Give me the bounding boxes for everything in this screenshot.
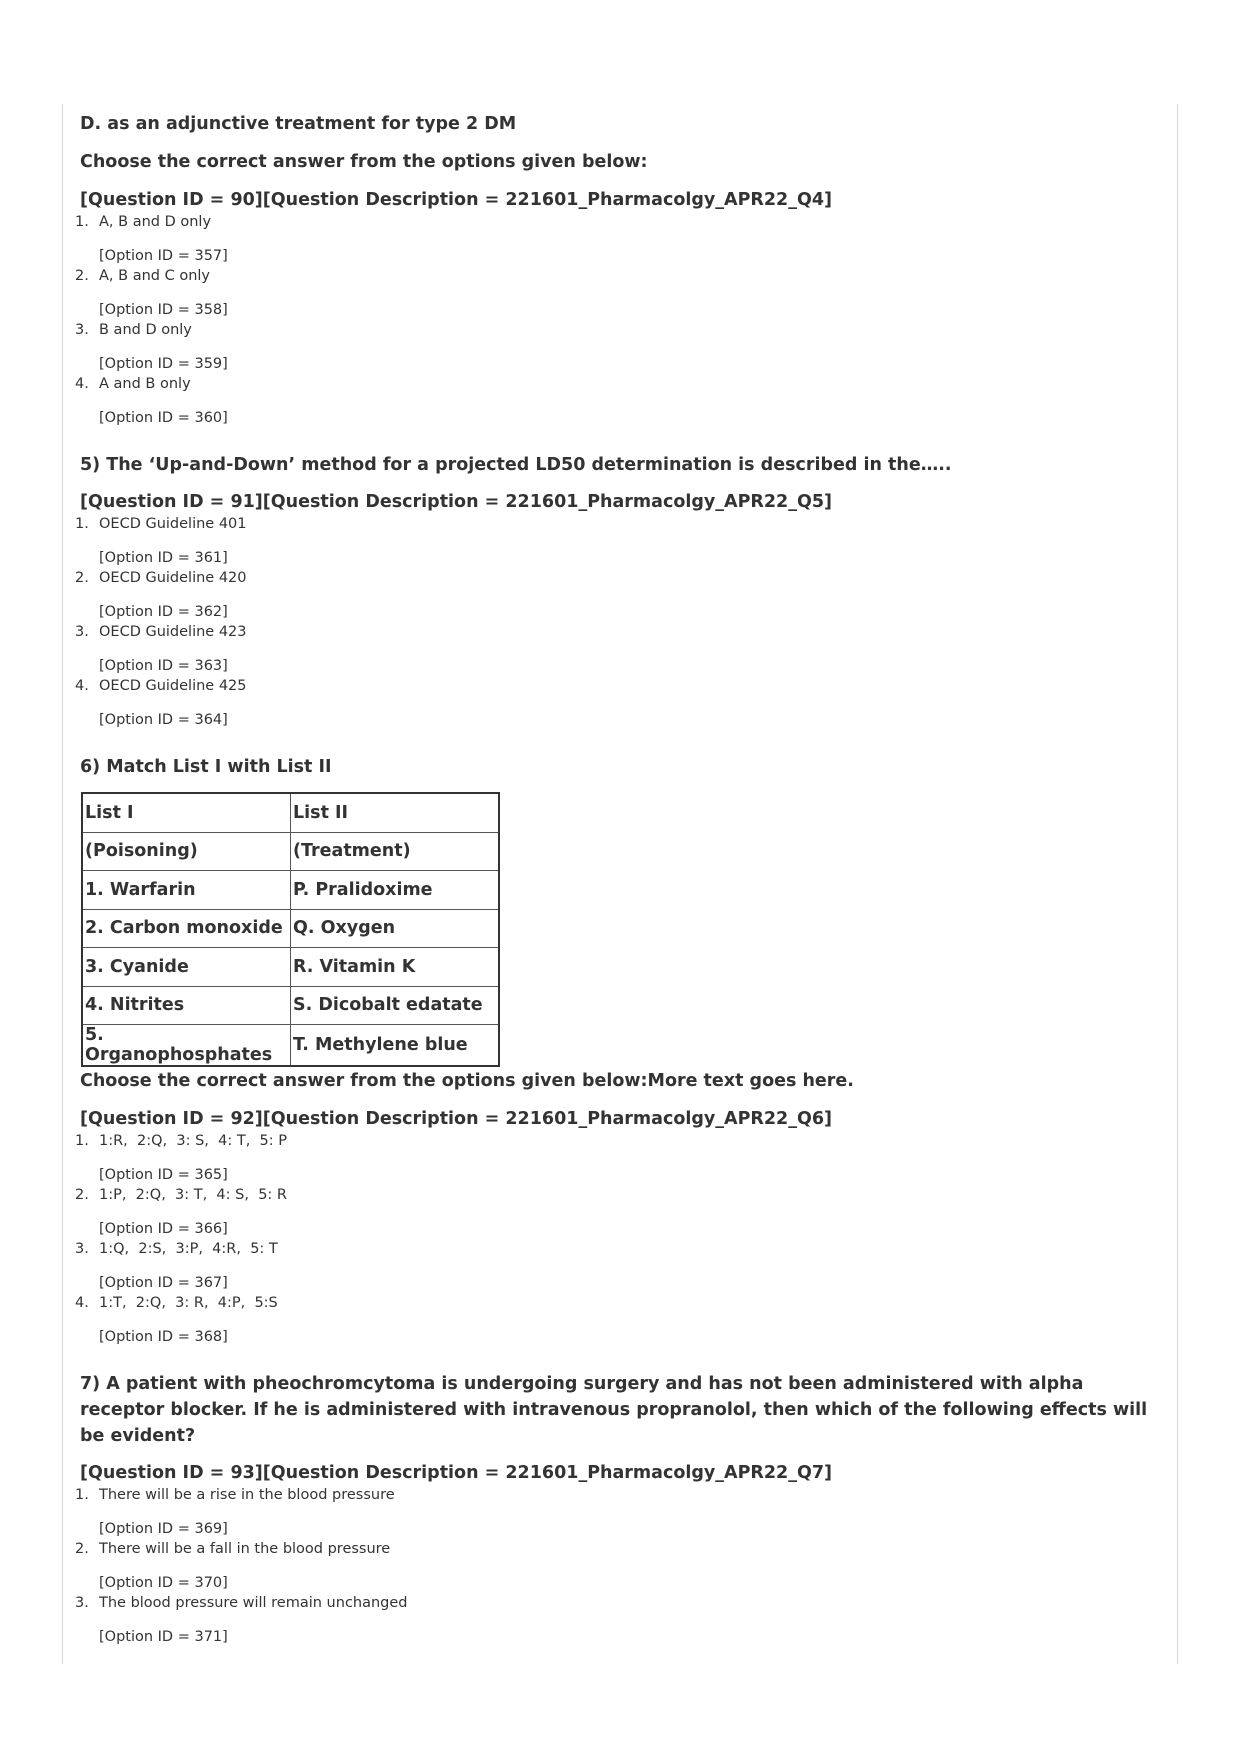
q5-option-3: [75, 622, 1160, 676]
q5-title: 5) The ‘Up-and-Down’ method for a projected LD50 determination is described in the…..: [80, 455, 952, 475]
right-border-line: [1177, 104, 1178, 1664]
table-cell: R. Vitamin K: [291, 948, 500, 987]
option-number: 2.: [75, 1541, 89, 1557]
option-number: 1.: [75, 214, 89, 230]
q7-title: 7) A patient with pheochromcytoma is undergoing surgery and has not been administered with alpha receptor blocker. If he is administered with intravenous propranolol, then which of the following effects will be evident?: [80, 1374, 1148, 1446]
option-text: There will be a rise in the blood pressure: [99, 1487, 395, 1503]
option-id: [Option ID = 358]: [99, 302, 228, 318]
q4-option-2: [75, 266, 1160, 320]
q7-question-id: [Question ID = 93][Question Description = 221601_Pharmacolgy_APR22_Q7]: [80, 1463, 833, 1483]
table-cell: S. Dicobalt edatate: [291, 986, 500, 1025]
option-id: [Option ID = 368]: [99, 1329, 228, 1345]
table-row: [82, 871, 499, 910]
document-content: [75, 112, 1160, 1647]
q6-option-1: [75, 1131, 1160, 1185]
table-cell: 5. Organophosphates: [82, 1025, 291, 1067]
option-id: [Option ID = 359]: [99, 356, 228, 372]
table-row: [82, 793, 499, 832]
table-row: [82, 986, 499, 1025]
table-cell: 2. Carbon monoxide: [82, 909, 291, 948]
option-text: B and D only: [99, 322, 192, 338]
table-cell: 3. Cyanide: [82, 948, 291, 987]
option-number: 1.: [75, 1487, 89, 1503]
table-cell: P. Pralidoxime: [291, 871, 500, 910]
q4-option-4: [75, 374, 1160, 428]
option-text: A, B and D only: [99, 214, 212, 230]
q5-option-1: [75, 514, 1160, 568]
q6-option-3: [75, 1239, 1160, 1293]
option-text: OECD Guideline 420: [99, 570, 247, 586]
option-text: A and B only: [99, 376, 191, 392]
option-id: [Option ID = 364]: [99, 712, 228, 728]
match-list-table: [81, 792, 500, 1067]
option-text: OECD Guideline 401: [99, 516, 247, 532]
table-row: [82, 948, 499, 987]
option-number: 4.: [75, 376, 89, 392]
option-number: 3.: [75, 1595, 89, 1611]
option-text: OECD Guideline 425: [99, 678, 247, 694]
table-row: [82, 832, 499, 871]
q5-question-id: [Question ID = 91][Question Description = 221601_Pharmacolgy_APR22_Q5]: [80, 492, 833, 512]
option-id: [Option ID = 371]: [99, 1629, 228, 1645]
option-text: OECD Guideline 423: [99, 624, 247, 640]
table-cell: List I: [82, 793, 291, 832]
q4-option-d-statement: D. as an adjunctive treatment for type 2 DM: [80, 114, 517, 134]
q4-option-3: [75, 320, 1160, 374]
option-number: 4.: [75, 1295, 89, 1311]
q7-options-list: [75, 1485, 1160, 1647]
left-border-line: [62, 104, 63, 1664]
q6-instruction: Choose the correct answer from the options given below:More text goes here.: [80, 1071, 854, 1091]
table-cell: T. Methylene blue: [291, 1025, 500, 1067]
option-number: 1.: [75, 516, 89, 532]
table-cell: 1. Warfarin: [82, 871, 291, 910]
option-text: 1:T, 2:Q, 3: R, 4:P, 5:S: [99, 1295, 278, 1311]
option-id: [Option ID = 363]: [99, 658, 228, 674]
option-id: [Option ID = 365]: [99, 1167, 228, 1183]
table-row: [82, 909, 499, 948]
table-cell: List II: [291, 793, 500, 832]
option-id: [Option ID = 366]: [99, 1221, 228, 1237]
option-text: The blood pressure will remain unchanged: [99, 1595, 408, 1611]
q6-title: 6) Match List I with List II: [80, 757, 332, 777]
q6-option-4: [75, 1293, 1160, 1347]
option-number: 4.: [75, 678, 89, 694]
q6-options-list: [75, 1131, 1160, 1347]
option-id: [Option ID = 367]: [99, 1275, 228, 1291]
option-id: [Option ID = 369]: [99, 1521, 228, 1537]
option-number: 3.: [75, 624, 89, 640]
q7-option-2: [75, 1539, 1160, 1593]
q4-options-list: [75, 212, 1160, 428]
q5-option-2: [75, 568, 1160, 622]
option-number: 3.: [75, 1241, 89, 1257]
option-number: 3.: [75, 322, 89, 338]
q4-instruction: Choose the correct answer from the options given below:: [80, 152, 648, 172]
option-id: [Option ID = 360]: [99, 410, 228, 426]
option-number: 2.: [75, 268, 89, 284]
option-number: 2.: [75, 570, 89, 586]
option-id: [Option ID = 357]: [99, 248, 228, 264]
option-number: 1.: [75, 1133, 89, 1149]
option-id: [Option ID = 362]: [99, 604, 228, 620]
option-text: 1:P, 2:Q, 3: T, 4: S, 5: R: [99, 1187, 287, 1203]
q4-option-1: [75, 212, 1160, 266]
option-text: 1:Q, 2:S, 3:P, 4:R, 5: T: [99, 1241, 278, 1257]
q5-options-list: [75, 514, 1160, 730]
option-text: A, B and C only: [99, 268, 210, 284]
option-text: 1:R, 2:Q, 3: S, 4: T, 5: P: [99, 1133, 287, 1149]
q6-question-id: [Question ID = 92][Question Description = 221601_Pharmacolgy_APR22_Q6]: [80, 1109, 833, 1129]
option-id: [Option ID = 361]: [99, 550, 228, 566]
q4-question-id: [Question ID = 90][Question Description = 221601_Pharmacolgy_APR22_Q4]: [80, 190, 833, 210]
table-cell: (Poisoning): [82, 832, 291, 871]
option-text: There will be a fall in the blood pressure: [99, 1541, 391, 1557]
q5-option-4: [75, 676, 1160, 730]
table-cell: Q. Oxygen: [291, 909, 500, 948]
option-id: [Option ID = 370]: [99, 1575, 228, 1591]
option-number: 2.: [75, 1187, 89, 1203]
q6-option-2: [75, 1185, 1160, 1239]
table-row: [82, 1025, 499, 1067]
table-cell: (Treatment): [291, 832, 500, 871]
table-cell: 4. Nitrites: [82, 986, 291, 1025]
q7-option-3: [75, 1593, 1160, 1647]
q7-option-1: [75, 1485, 1160, 1539]
